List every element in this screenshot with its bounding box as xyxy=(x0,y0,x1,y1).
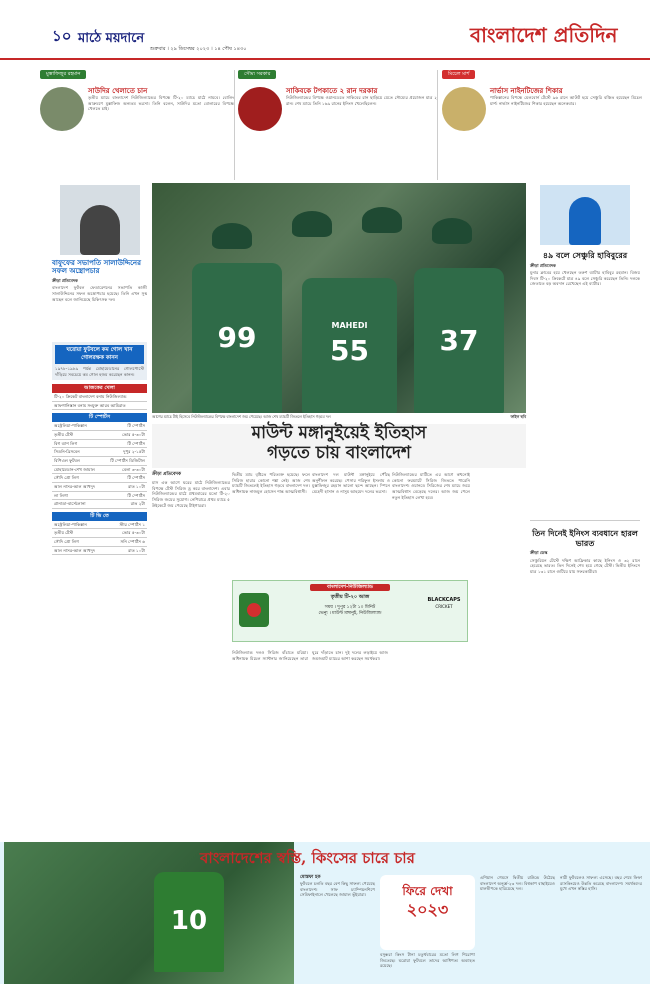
jersey-name: MAHEDI xyxy=(331,321,368,331)
main-text-col-3: বাংলাদেশ দল মাউন্ট মঙ্গানুইয়ে পৌঁছে অনুশীলন করেছে। পেসার শরিফুল ইসলাম ও মুস্তাফিজুর রহমান ভালো ছন্দে আছেন। স্পিনে মেহেদী হাসান ও নাসুম আহমেদ দলের ভরসা। xyxy=(312,472,390,495)
player-photo xyxy=(238,87,282,131)
listing-event: তৃতীয় টেস্ট xyxy=(54,530,74,536)
listing-row xyxy=(52,500,147,509)
listing-channel: টি স্পোর্টস xyxy=(127,440,145,446)
badge-year: ২০২৩ xyxy=(406,900,449,920)
main-text-col-4: নিউজিল্যান্ডের মাটিতে এর আগে কখনোই কোনো ফরম্যাটে সিরিজ জিততে পারেনি বাংলাদেশ। ওয়ানডে সিরিজের শেষ ম্যাচে জয়ে আত্মবিশ্বাস বেড়েছে দলের। আজ জয় পেলে নতুন ইতিহাস লেখা হবে। xyxy=(392,472,470,500)
right-story-body: মুনার ক্লাবের হয়ে খেলছেন তরুণ ব্যাটার হাবিবুর রহমান। বিজয় দিবস টি-২০ ক্রিকেটে মাত্র ৪৯ বলে সেঞ্চুরি করেছেন তিনি। দলকে জেতাতে বড় অবদান রেখেছেন এই ব্যাটার। xyxy=(530,269,640,287)
today-item: আফগানিস্তান বনাম সংযুক্ত আরব আমিরাত xyxy=(52,402,147,411)
bottom-headline: বাংলাদেশের স্বস্তি, কিংসের চারে চার xyxy=(200,849,415,867)
listing-channel: রাত ২টা xyxy=(130,501,145,507)
listing-channel: বেলা ৩-৩০টা xyxy=(122,466,145,472)
listing-event: বিগ ব্যাশ লিগ xyxy=(54,440,78,446)
fixture-time: সময় । দুপুর ১২টা ১০ মিনিট xyxy=(324,604,376,610)
listing-row xyxy=(52,521,147,530)
listing-channel: রাত ১০টা xyxy=(128,547,145,553)
sidebar-byline: ক্রীড়া প্রতিবেদক xyxy=(52,277,78,283)
listing-row xyxy=(52,474,147,483)
bottom-text-col-1: মোস্তফা হক ফুটবলে চলতি বছর বেশ কিছু সাফল্য পেয়েছে বাংলাদেশ। সাফ চ্যাম্পিয়নশিপে সেমিফাইনালে খেলেছে জামাল ভূঁইয়ারা। xyxy=(300,875,375,898)
jersey-number: 10 xyxy=(154,872,224,972)
fixture-venue: ভেন্যু । মাউন্ট মঙ্গানুই, নিউজিল্যান্ড xyxy=(318,610,382,616)
left-sidebar xyxy=(52,185,147,555)
listing-event: সৌদি প্রো লিগ xyxy=(54,539,79,545)
official-photo xyxy=(60,185,140,255)
sidebar-story-title: বাফুফের সভাপতি সালাউদ্দিনের সফল অস্ত্রোপচার xyxy=(52,259,141,276)
listing-row xyxy=(52,431,147,440)
box-body: ১৯৭৮-১৯৮৯ পর্যন্ত মোহামেডানের গোলপোস্টে দাঁড়িয়ে সবচেয়ে কম গোল হজম করেছেন কানন। xyxy=(55,366,144,377)
main-text-col-2: দ্বিতীয় ম্যাচ বৃষ্টিতে পরিত্যক্ত হয়েছে। ফলে সিরিজ হারার কোনো শঙ্কা নেই। আজ শেষ ম্যাচটি জিতলেই ইতিহাস গড়বে বাংলাদেশ দল। অধিনায়ক নাজমুল হোসেন শান্ত আত্মবিশ্বাসী। xyxy=(232,472,310,495)
sub-story-byline: ক্রীড়া ডেস্ক xyxy=(530,550,548,556)
column-title: সাউদির খেলাতে চান xyxy=(88,86,148,95)
fixture-subtitle: তৃতীয় টি-২০ আজ xyxy=(330,593,370,600)
listing-row xyxy=(52,466,147,475)
listing-row xyxy=(52,440,147,449)
column-body: পাকিস্তানের বিপক্ষে মেলবোর্ন টেস্টে ৯৬ রানে আউট হয়ে সেঞ্চুরি বঞ্চিত হয়েছেন মিচেল মার্শ। নার্ভাস নাইনটিজের শিকার হয়েছেন অনেকবার। xyxy=(490,95,642,106)
jersey-number: 37 xyxy=(414,268,504,413)
listing-row xyxy=(52,448,147,457)
listing-event: আল নাসর-আল আখদুদ xyxy=(54,547,96,553)
tv-listings-table xyxy=(52,521,147,556)
listing-row xyxy=(52,492,147,501)
bottom-text-col-3: এশিয়ান গেমসে দ্বিতীয় রাউন্ডে উঠেছে বাংলাদেশ অনূর্ধ্ব-২৩ দল। বিশ্বকাপ বাছাইয়েও মালদ্বীপকে হারিয়েছে দল। xyxy=(480,875,555,892)
sidebar-story-body: বাংলাদেশ ফুটবল ফেডারেশনের সভাপতি কাজী সালাউদ্দিনের সফল অস্ত্রোপচার হয়েছে। তিনি এখন সুস্থ আছেন বলে জানিয়েছে চিকিৎসক দল। xyxy=(52,285,147,302)
photo-credit: ফাইল ছবি xyxy=(510,414,526,419)
fixture-title: বাংলাদেশ-নিউজিল্যান্ড xyxy=(310,584,390,591)
player-photo xyxy=(40,87,84,131)
year-review-badge xyxy=(380,875,475,950)
listings-table xyxy=(52,422,147,509)
main-text-col-1: ক্রীড়া প্রতিবেদক মাস এক আগে ঘরের মাঠে নিউজিল্যান্ডের বিপক্ষে টেস্ট সিরিজ ড্র করে বাংলাদেশ। এবার নিউজিল্যান্ডের মাঠে প্রথমবারের মতো টি-২০ সিরিজ জয়ের সুযোগ। নেপিয়ারে প্রথম ম্যাচে ৫ উইকেটে জয় পেয়েছে টাইগাররা। xyxy=(152,472,230,508)
listing-row xyxy=(52,422,147,431)
listing-event: সিডনি-ব্রিসবেন xyxy=(54,449,80,455)
blackcaps-logo: BLACKCAPS CRICKET xyxy=(427,597,461,609)
listing-channel: টি স্পোর্টস xyxy=(127,423,145,429)
sports-channel-bar: টি স্পোর্টস xyxy=(52,413,147,422)
box-title: ঘরোয়া ফুটবলে কম গোল খান গোলরক্ষক কানন xyxy=(55,345,144,364)
author-tag: মিচেল মার্শ xyxy=(442,70,475,79)
right-sub-story xyxy=(530,520,640,575)
batter-photo xyxy=(540,185,630,245)
column-body: নিউজিল্যান্ডের বিপক্ষে ওয়ানডেতে সাকিবের রান ছাড়িয়ে যেতে সৌম্যের প্রয়োজন মাত্র ২ রান। শেষ ম্যাচে তিনি ১৬৯ রানের ইনিংস খেলেছিলেন। xyxy=(286,95,437,106)
jersey-number: 55 xyxy=(330,334,369,367)
listing-row xyxy=(52,457,147,466)
today-games-bar: আজকের খেলা xyxy=(52,384,147,393)
listing-event: অস্ট্রেলিয়া-পাকিস্তান xyxy=(54,423,87,429)
main-text-col-5: নিউজিল্যান্ড দলও সিরিজ বাঁচাতে মরিয়া। অধিনায়ক মিচেল স্যান্টনার জানিয়েছেন তারা ঘুরে দাঁড়াতে চান। দুই দলের লড়াইয়ে আজ জমজমাট ম্যাচের আশা করছেন সমর্থকরা। xyxy=(232,650,388,661)
jersey-mahedi xyxy=(302,278,397,413)
listing-channel: স্টার স্পোর্টস ১ xyxy=(119,521,145,527)
listing-event: বিপিএল ফুটবল xyxy=(54,457,80,463)
author-tag: মুস্তাফিজুর রহমান xyxy=(40,70,86,79)
column-title: সাকিবকে টপকাতে ২ রান দরকার xyxy=(286,86,378,95)
author-tag: সৌম্য সরকার xyxy=(238,70,276,79)
fixture-box xyxy=(232,580,468,642)
page-number: ১০ xyxy=(52,27,72,45)
bottom-byline: মোস্তফা হক xyxy=(300,875,321,880)
listing-channel: রাত ১০টা xyxy=(128,483,145,489)
right-sidebar xyxy=(530,185,640,287)
listing-channel: সনি স্পোর্টস ৬ xyxy=(120,539,145,545)
newspaper-logo: বাংলাদেশ প্রতিদিন xyxy=(470,23,618,47)
listing-event: সৌদি প্রো লিগ xyxy=(54,475,79,481)
sub-story-body: সেঞ্চুরিয়ন টেস্টে দক্ষিণ আফ্রিকার কাছে ইনিংস ও ৩২ রানে হেরেছে ভারত। তিন দিনেই শেষ হয়ে গেছে টেস্ট। দ্বিতীয় ইনিংসে মাত্র ১৩১ রানে গুটিয়ে যায় সফরকারীরা। xyxy=(530,557,640,574)
player-photo xyxy=(442,87,486,131)
sidebar-box xyxy=(52,342,147,380)
sub-story-title: তিন দিনেই ইনিংস ব্যবধানে হারল ভারত xyxy=(532,529,638,548)
right-byline: ক্রীড়া প্রতিবেদক xyxy=(530,262,556,268)
listing-event: মোহামেডান-শেখ জামাল xyxy=(54,466,95,472)
listing-event: অস্ট্রেলিয়া-পাকিস্তান xyxy=(54,521,87,527)
column-title: নার্ভাস নাইনটিজের শিকার xyxy=(490,86,563,95)
section-title: মাঠে ময়দানে xyxy=(78,31,145,46)
listing-channel: ভোর ৫-৩০টা xyxy=(122,530,145,536)
team-huddle-photo xyxy=(152,183,526,413)
today-item: টি-২০ ক্রিকেট বাংলাদেশ বনাম নিউজিল্যান্ড xyxy=(52,393,147,402)
top-column-3 xyxy=(442,70,642,180)
issue-date: শুক্রবার । ২৯ ডিসেম্বর ২০২৩ । ১৪ পৌষ ১৪৩০ xyxy=(150,46,247,52)
main-headline: মাউন্ট মঙ্গানুইয়েই ইতিহাস গড়তে চায় বাংলাদেশ xyxy=(152,424,526,468)
listing-event: গ্রানাডা-বার্সেলোনা xyxy=(54,501,86,507)
listing-channel: টি স্পোর্টস xyxy=(127,475,145,481)
bottom-text-col-2: বসুন্ধরা কিংস টানা চতুর্থবারের মতো লিগ শিরোপা জিতেছে। ঘরোয়া ফুটবলে তাদের আধিপত্য অব্যাহত রয়েছে। xyxy=(380,952,475,969)
photo-caption: আগের ম্যাচে টাই হিসেবে নিউজিল্যান্ডের বিপক্ষে বাংলাদেশ জয় পেয়েছে। আজ শেষ ম্যাচটি জিতলে ইতিহাস গড়বে দল ফাইল ছবি xyxy=(152,414,526,419)
bcb-logo-icon xyxy=(239,593,269,627)
column-body: তৃতীয় ম্যাচে বাংলাদেশ নিউজিল্যান্ডের বিপক্ষে টি-২০ ম্যাচে মাঠে নামবে। বোলিং আক্রমণে মুস্তাফিজ অন্যতম ভরসা। তিনি বলেন, সাউদির মতো বোলারের বিপক্ষে খেলতে চাই। xyxy=(88,95,234,112)
jersey-number: 99 xyxy=(192,263,282,413)
listing-row xyxy=(52,547,147,556)
listing-event: লা লিগা xyxy=(54,492,68,498)
main-byline: ক্রীড়া প্রতিবেদক xyxy=(152,472,181,477)
listing-event: আল নাসর-আল আখদুদ xyxy=(54,483,96,489)
bottom-text-col-4: নারী ফুটবলেও সাফল্য এসেছে। বছর শেষে ফিফা র‍্যাংকিংয়েও উন্নতি করেছে বাংলাদেশ। সমর্থকদের মুখে এখন স্বস্তির হাসি। xyxy=(560,875,642,892)
listing-row xyxy=(52,529,147,538)
listing-channel: দুপুর ২-১৫টা xyxy=(123,449,145,455)
top-column-1 xyxy=(40,70,235,180)
top-column-2 xyxy=(238,70,438,180)
listing-row xyxy=(52,538,147,547)
listing-channel: ভোর ৫-৩০টা xyxy=(122,431,145,437)
tv-channel-bar: টি ভি তে xyxy=(52,512,147,521)
right-story-title: ৪৯ বলে সেঞ্চুরি হাবিবুরের xyxy=(542,251,628,260)
listing-event: তৃতীয় টেস্ট xyxy=(54,431,74,437)
badge-label: ফিরে দেখা xyxy=(402,884,453,898)
listing-channel: টি স্পোর্টস xyxy=(127,492,145,498)
listing-row xyxy=(52,483,147,492)
listing-channel: টি স্পোর্টস ডিজিটাল xyxy=(110,457,145,463)
